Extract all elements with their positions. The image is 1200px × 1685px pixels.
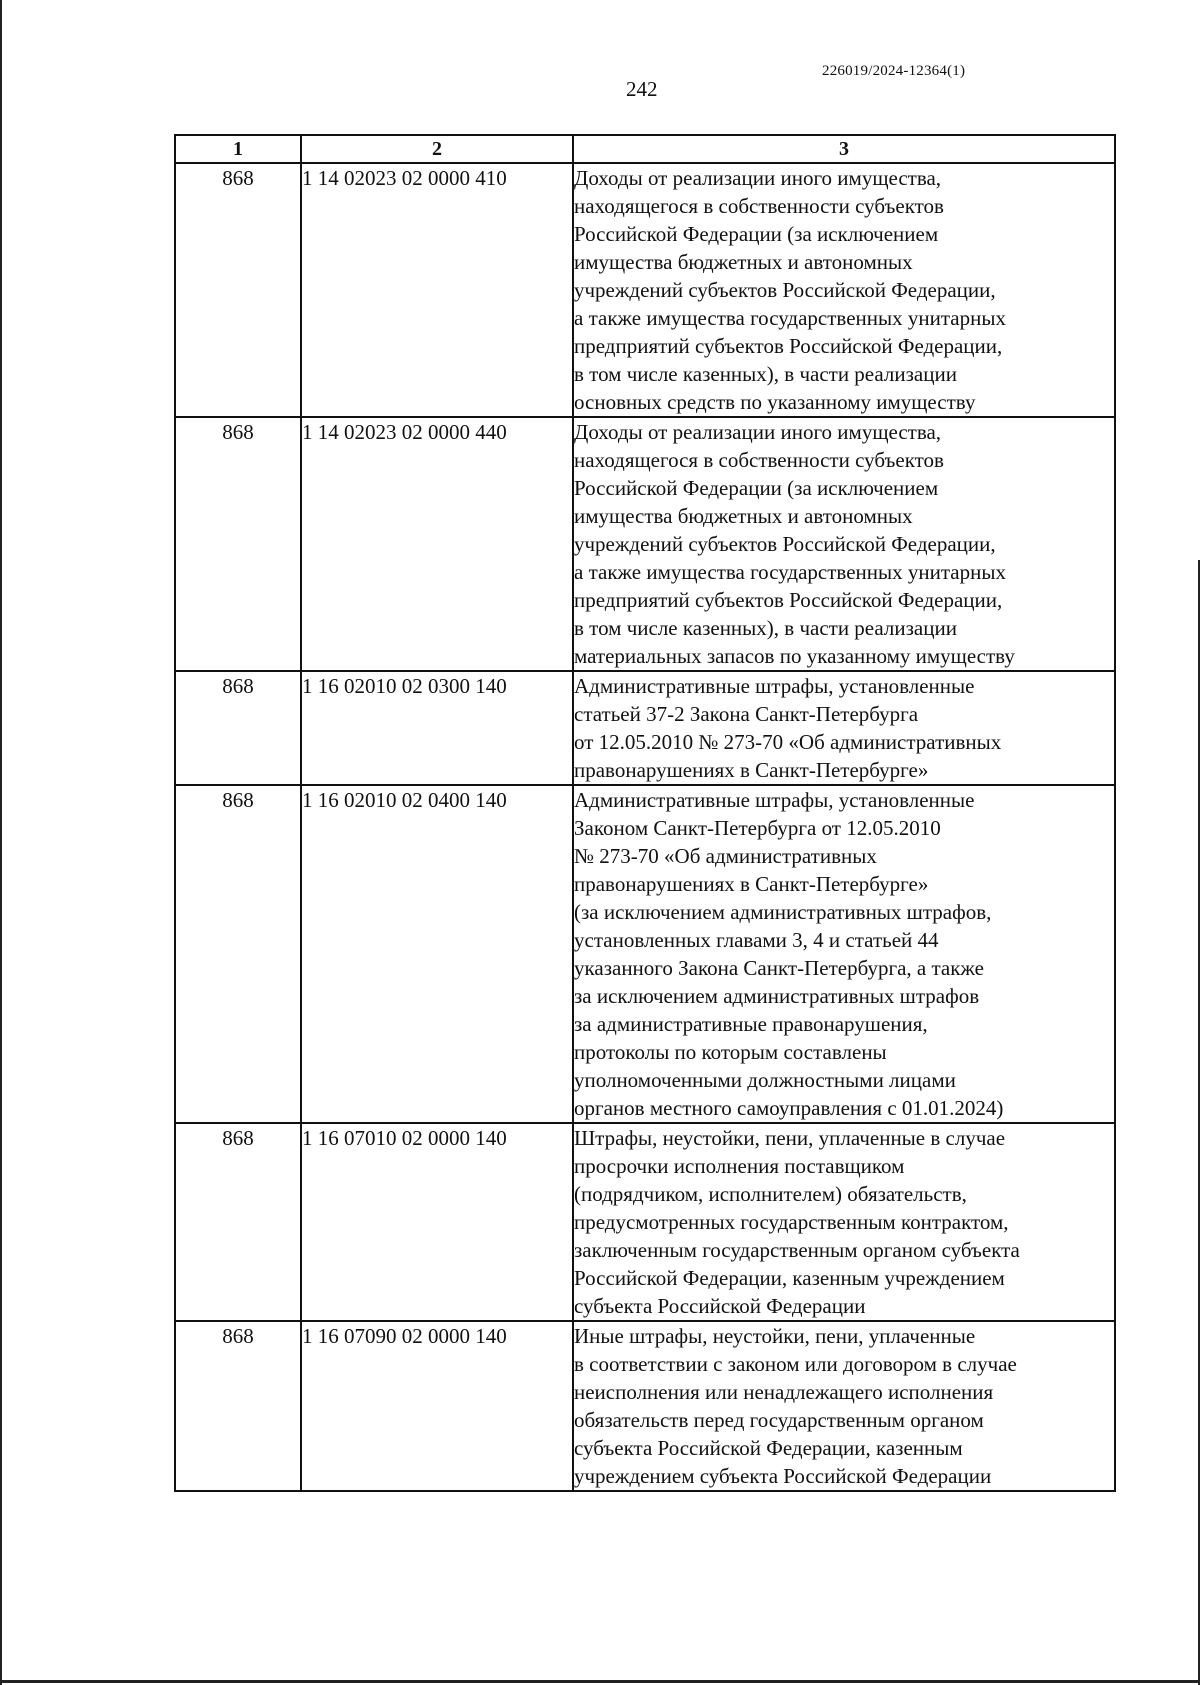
description-line: (за исключением административных штрафов,: [574, 900, 992, 924]
description-line: учреждений субъектов Российской Федерации,: [574, 532, 996, 556]
description-line: предприятий субъектов Российской Федерации,: [574, 588, 1003, 612]
page-number: 242: [626, 77, 658, 101]
budget-code-cell: 1 14 02023 02 0000 440: [301, 417, 573, 671]
description-line: учреждений субъектов Российской Федерации,: [574, 278, 996, 302]
scan-edge-bottom: [0, 1680, 1200, 1683]
description-line: правонарушениях в Санкт-Петербурге»: [574, 758, 929, 782]
scan-edge-left: [0, 0, 2, 1685]
admin-code-cell: 868: [175, 163, 301, 417]
description-line: правонарушениях в Санкт-Петербурге»: [574, 872, 929, 896]
description-cell: [573, 1123, 1115, 1321]
budget-code-cell: 1 16 07090 02 0000 140: [301, 1321, 573, 1491]
description-line: органов местного самоуправления с 01.01.2024): [574, 1096, 1004, 1120]
description-cell: [573, 785, 1115, 1123]
description-line: установленных главами 3, 4 и статьей 44: [574, 928, 939, 952]
description-line: за административные правонарушения,: [574, 1012, 928, 1036]
description-cell: [573, 417, 1115, 671]
description-line: Доходы от реализации иного имущества,: [574, 420, 942, 444]
description-line: просрочки исполнения поставщиком: [574, 1154, 905, 1178]
header-col-3: 3: [573, 135, 1115, 163]
description-cell: [573, 1321, 1115, 1491]
description-line: а также имущества государственных унитарных: [574, 560, 1006, 584]
description-line: в соответствии с законом или договором в случае: [574, 1352, 1017, 1376]
description-line: Доходы от реализации иного имущества,: [574, 166, 942, 190]
header-col-2: 2: [301, 135, 573, 163]
description-line: в том числе казенных), в части реализации: [574, 616, 957, 640]
description-line: в том числе казенных), в части реализации: [574, 362, 957, 386]
description-line: а также имущества государственных унитарных: [574, 306, 1006, 330]
description-line: учреждением субъекта Российской Федерации: [574, 1464, 992, 1488]
description-line: субъекта Российской Федерации: [574, 1294, 866, 1318]
description-line: Штрафы, неустойки, пени, уплаченные в случае: [574, 1126, 1006, 1150]
table-row: [175, 1321, 1115, 1491]
description-line: статьей 37-2 Закона Санкт-Петербурга: [574, 702, 919, 726]
admin-code-cell: 868: [175, 417, 301, 671]
table-header-row: [175, 135, 1115, 163]
description-line: Законом Санкт-Петербурга от 12.05.2010: [574, 816, 941, 840]
description-line: Российской Федерации (за исключением: [574, 222, 939, 246]
description-line: от 12.05.2010 № 273-70 «Об административных: [574, 730, 1002, 754]
table-row: [175, 417, 1115, 671]
description-line: Административные штрафы, установленные: [574, 674, 975, 698]
description-line: № 273-70 «Об административных: [574, 844, 877, 868]
description-line: протоколы по которым составлены: [574, 1040, 887, 1064]
budget-code-cell: 1 14 02023 02 0000 410: [301, 163, 573, 417]
admin-code-cell: 868: [175, 671, 301, 785]
description-line: (подрядчиком, исполнителем) обязательств,: [574, 1182, 967, 1206]
document-reference: 226019/2024-12364(1): [822, 63, 966, 79]
budget-code-cell: 1 16 02010 02 0300 140: [301, 671, 573, 785]
budget-code-cell: 1 16 07010 02 0000 140: [301, 1123, 573, 1321]
description-line: имущества бюджетных и автономных: [574, 250, 913, 274]
description-line: уполномоченными должностными лицами: [574, 1068, 956, 1092]
description-line: субъекта Российской Федерации, казенным: [574, 1436, 963, 1460]
admin-code-cell: 868: [175, 1123, 301, 1321]
description-line: имущества бюджетных и автономных: [574, 504, 913, 528]
description-line: основных средств по указанному имуществу: [574, 390, 976, 414]
description-cell: [573, 163, 1115, 417]
description-line: материальных запасов по указанному имуществу: [574, 644, 1015, 668]
description-line: предприятий субъектов Российской Федерации,: [574, 334, 1003, 358]
description-line: находящегося в собственности субъектов: [574, 194, 944, 218]
admin-code-cell: 868: [175, 785, 301, 1123]
description-cell: [573, 671, 1115, 785]
description-line: предусмотренных государственным контрактом,: [574, 1210, 1009, 1234]
table-row: [175, 1123, 1115, 1321]
description-line: Иные штрафы, неустойки, пени, уплаченные: [574, 1324, 976, 1348]
table-row: [175, 163, 1115, 417]
description-line: Административные штрафы, установленные: [574, 788, 975, 812]
description-line: неисполнения или ненадлежащего исполнения: [574, 1380, 994, 1404]
table-row: [175, 785, 1115, 1123]
revenue-codes-table: [174, 134, 1116, 1492]
description-line: находящегося в собственности субъектов: [574, 448, 944, 472]
description-line: указанного Закона Санкт-Петербурга, а также: [574, 956, 984, 980]
table-row: [175, 671, 1115, 785]
description-line: Российской Федерации (за исключением: [574, 476, 939, 500]
description-line: обязательств перед государственным органом: [574, 1408, 984, 1432]
table-body: [175, 163, 1115, 1491]
description-line: за исключением административных штрафов: [574, 984, 980, 1008]
description-line: Российской Федерации, казенным учреждением: [574, 1266, 1005, 1290]
admin-code-cell: 868: [175, 1321, 301, 1491]
budget-code-cell: 1 16 02010 02 0400 140: [301, 785, 573, 1123]
description-line: заключенным государственным органом субъекта: [574, 1238, 1020, 1262]
header-col-1: 1: [175, 135, 301, 163]
